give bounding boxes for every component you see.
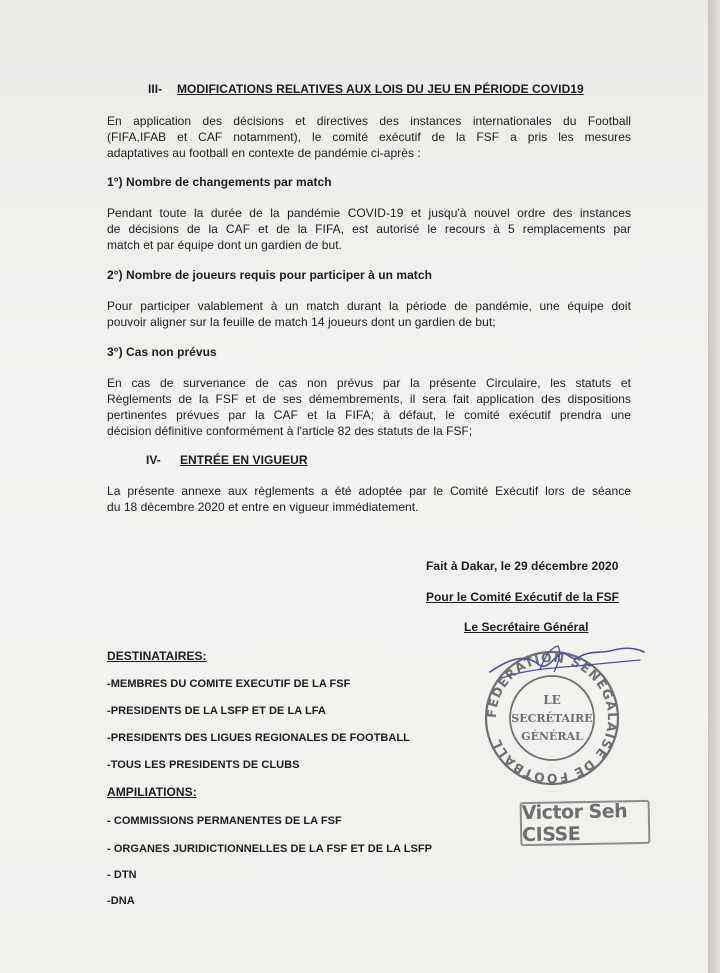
section-4-body <box>107 483 631 515</box>
paragraph-line: (FIFA,IFAB et CAF notamment), le comité exécutif de la FSF a pris les mesures <box>107 130 631 144</box>
signatory-role: Le Secrétaire Général <box>464 620 589 634</box>
recipient-item: -PRESIDENTS DES LIGUES REGIONALES DE FOOTBALL <box>107 732 410 744</box>
name-stamp: Victor Seh CISSE <box>520 800 651 846</box>
copy-item: - ORGANES JURIDICTIONNELLES DE LA FSF ET DE LA LSFP <box>107 843 433 855</box>
recipient-item: -MEMBRES DU COMITE EXECUTIF DE LA FSF <box>107 678 351 690</box>
section-4-number: IV- <box>146 453 161 467</box>
recipients-heading: DESTINATAIRES: <box>107 649 207 663</box>
item-2-body <box>107 298 631 330</box>
item-3-heading: 3°) Cas non prévus <box>107 345 217 359</box>
paragraph-line: adaptatives au football en contexte de pandémie ci-après : <box>107 146 421 160</box>
recipient-item: -PRESIDENTS DE LA LSFP ET DE LA LFA <box>107 705 326 717</box>
page-edge-shadow <box>708 0 720 973</box>
paragraph-line: pertinentes prévues par la CAF et la FIFA; à défaut, le comité exécutif prendra une <box>107 408 631 422</box>
paragraph-line: de décisions de la CAF et de la FIFA, est autorisé le recours à 5 remplacements par <box>107 222 631 236</box>
section-3-number: III- <box>148 82 163 96</box>
paragraph-line: Pour participer valablement à un match durant la période de pandémie, une équipe doit <box>107 299 631 313</box>
item-1-heading: 1°) Nombre de changements par match <box>107 175 332 189</box>
stamp-center-line: GÉNÉRAL <box>521 730 583 743</box>
paragraph-line: décision définitive conformément à l'article 82 des statuts de la FSF; <box>107 424 473 438</box>
section-3-title: MODIFICATIONS RELATIVES AUX LOIS DU JEU EN PÉRIODE COVID19 <box>177 82 584 96</box>
recipient-item: -TOUS LES PRESIDENTS DE CLUBS <box>107 759 300 771</box>
section-3-intro <box>107 113 631 161</box>
item-1-body <box>107 205 631 253</box>
paragraph-line: du 18 décembre 2020 et entre en vigueur immédiatement. <box>107 500 419 514</box>
paragraph-line: En cas de survenance de cas non prévus par la présente Circulaire, les statuts et <box>107 376 631 390</box>
stamp-center-line: LE <box>543 693 561 707</box>
copy-item: - COMMISSIONS PERMANENTES DE LA FSF <box>107 815 342 827</box>
copy-item: - DTN <box>107 869 137 881</box>
paragraph-line: La présente annexe aux règlements a été adoptée par le Comité Exécutif lors de séance <box>107 484 631 498</box>
copy-item: -DNA <box>107 895 135 907</box>
committee-line: Pour le Comité Exécutif de la FSF <box>426 590 620 604</box>
copies-heading: AMPILIATIONS: <box>107 785 197 799</box>
paragraph-line: pouvoir aligner sur la feuille de match 14 joueurs dont un gardien de but; <box>107 315 496 329</box>
item-2-heading: 2°) Nombre de joueurs requis pour participer à un match <box>107 268 432 282</box>
stamp-center-line: SECRÉTAIRE <box>511 712 593 725</box>
item-3-body <box>107 375 631 439</box>
place-date: Fait à Dakar, le 29 décembre 2020 <box>426 559 619 573</box>
paragraph-line: Pendant toute la durée de la pandémie COVID-19 et jusqu'à nouvel ordre des instances <box>107 206 631 220</box>
section-4-title: ENTRÉE EN VIGUEUR <box>180 453 308 467</box>
paragraph-line: match et par équipe dont un gardien de but. <box>107 238 342 252</box>
paragraph-line: Règlements de la FSF et de ses démembrements, il sera fait application des dispositions <box>107 392 631 406</box>
handwritten-signature <box>480 640 650 690</box>
stamp-ring-text: FEDERATION SENEGALAISE DE FOOTBALL <box>483 649 621 787</box>
paragraph-line: En application des décisions et directives des instances internationales du Football <box>107 114 631 128</box>
